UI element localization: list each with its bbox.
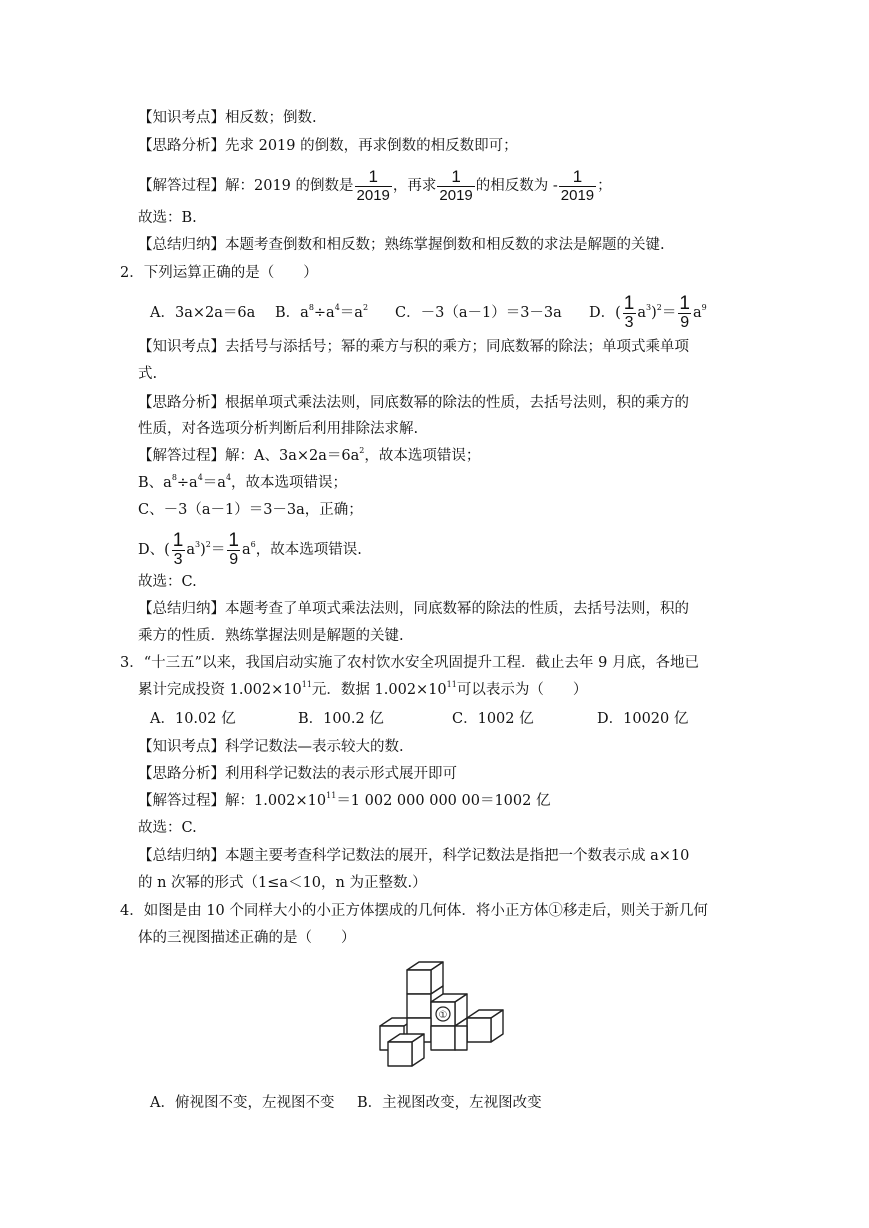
q3-stem-1: 3．“十三五”以来，我国启动实施了农村饮水安全巩固提升工程．截止去年 9 月底，各地已 [120, 655, 699, 671]
q1-knowledge: 【知识考点】相反数；倒数. [138, 110, 317, 126]
cube-marker: ① [438, 1010, 448, 1021]
fraction: $\frac{1}{2019}$ [356, 167, 390, 204]
cube-stack-figure [370, 956, 510, 1076]
q2-solution-a: 【解答过程】解：A、$3a\times 2a=6a^2$，故本选项错误； [138, 446, 481, 464]
q1-analysis: 【思路分析】先求 2019 的倒数，再求倒数的相反数即可； [138, 138, 518, 154]
q3-summary-1: 【总结归纳】本题主要考查科学记数法的展开，科学记数法是指把一个数表示成 a×10 [138, 848, 690, 864]
q3-analysis: 【思路分析】利用科学记数法的表示形式展开即可 [138, 766, 457, 782]
q2-option-a: A．3a×2a＝6a [150, 305, 256, 321]
q4-option-a: A．俯视图不变，左视图不变 [150, 1095, 335, 1111]
q1-solution: 【解答过程】解：2019 的倒数是 $\frac{1}{2019}$ ，再求 $\frac{1}{2019}$ 的相反数为 - $\frac{1}{2019}$ ； [138, 167, 612, 204]
q3-option-d: D．10020 亿 [597, 711, 689, 727]
q3-solution: 【解答过程】解：$1.002\times 10^{11}=1$ 002 000 000 00＝1002 亿 [138, 791, 551, 809]
q2-option-b: B．$a^8\div a^4=a^2$ [275, 303, 369, 321]
q3-option-b: B．100.2 亿 [298, 711, 384, 727]
q3-option-a: A．10.02 亿 [150, 711, 236, 727]
q2-summary-2: 乘方的性质．熟练掌握法则是解题的关键. [138, 628, 404, 644]
q2-solution-c: C、－3（a－1）＝3－3a，正确； [138, 502, 363, 518]
q2-stem: 2．下列运算正确的是（ ） [120, 265, 318, 281]
q2-analysis-1: 【思路分析】根据单项式乘法法则，同底数幂的除法的性质，去括号法则，积的乘方的 [138, 395, 689, 411]
q4-stem-1: 4．如图是由 10 个同样大小的小正方体摆成的几何体．将小正方体①移走后，则关于新几何 [120, 903, 708, 919]
q2-knowledge-1: 【知识考点】去括号与添括号；幂的乘方与积的乘方；同底数幂的除法；单项式乘单项 [138, 339, 689, 355]
q4-stem-2: 体的三视图描述正确的是（ ） [138, 930, 356, 946]
q2-knowledge-2: 式. [138, 366, 158, 382]
q4-options [150, 1093, 542, 1113]
q3-choice: 故选：C. [138, 820, 197, 836]
q1-choice: 故选：B. [138, 210, 197, 226]
q2-solution-b: B、$a^8\div a^4=a^4$，故本选项错误； [138, 473, 348, 491]
q3-stem-2: 累计完成投资 $1.002\times 10^{11}$元．数据 $1.002\times 10^{11}$可以表示为（ ） [138, 680, 588, 698]
q2-summary-1: 【总结归纳】本题考查了单项式乘法法则，同底数幂的除法的性质，去括号法则，积的 [138, 601, 689, 617]
q2-analysis-2: 性质，对各选项分析判断后利用排除法求解. [138, 421, 419, 437]
q3-options [150, 709, 688, 729]
q4-option-b: B．主视图改变，左视图改变 [357, 1095, 542, 1111]
q2-option-d: D．( $\frac{1}{3}$ $a^3)^2=$ $\frac{1}{9}$ $a^9$ [589, 293, 707, 331]
q2-choice: 故选：C. [138, 574, 197, 590]
q2-options [150, 295, 707, 331]
q2-option-c: C．－3（a－1）＝3－3a [395, 305, 562, 321]
q3-summary-2: 的 n 次幂的形式（1≤a＜10，n 为正整数.） [138, 875, 427, 891]
q3-option-c: C．1002 亿 [452, 711, 534, 727]
fraction: $\frac{1}{2019}$ [439, 167, 473, 204]
fraction: $\frac{1}{2019}$ [560, 167, 595, 204]
q1-summary: 【总结归纳】本题考查倒数和相反数；熟练掌握倒数和相反数的求法是解题的关键. [138, 237, 665, 253]
q3-knowledge: 【知识考点】科学记数法—表示较大的数. [138, 739, 404, 755]
q2-solution-d: D、( $\frac{1}{3}$ $a^3)^2=$ $\frac{1}{9}$ $a^6$，故本选项错误. [138, 530, 362, 568]
